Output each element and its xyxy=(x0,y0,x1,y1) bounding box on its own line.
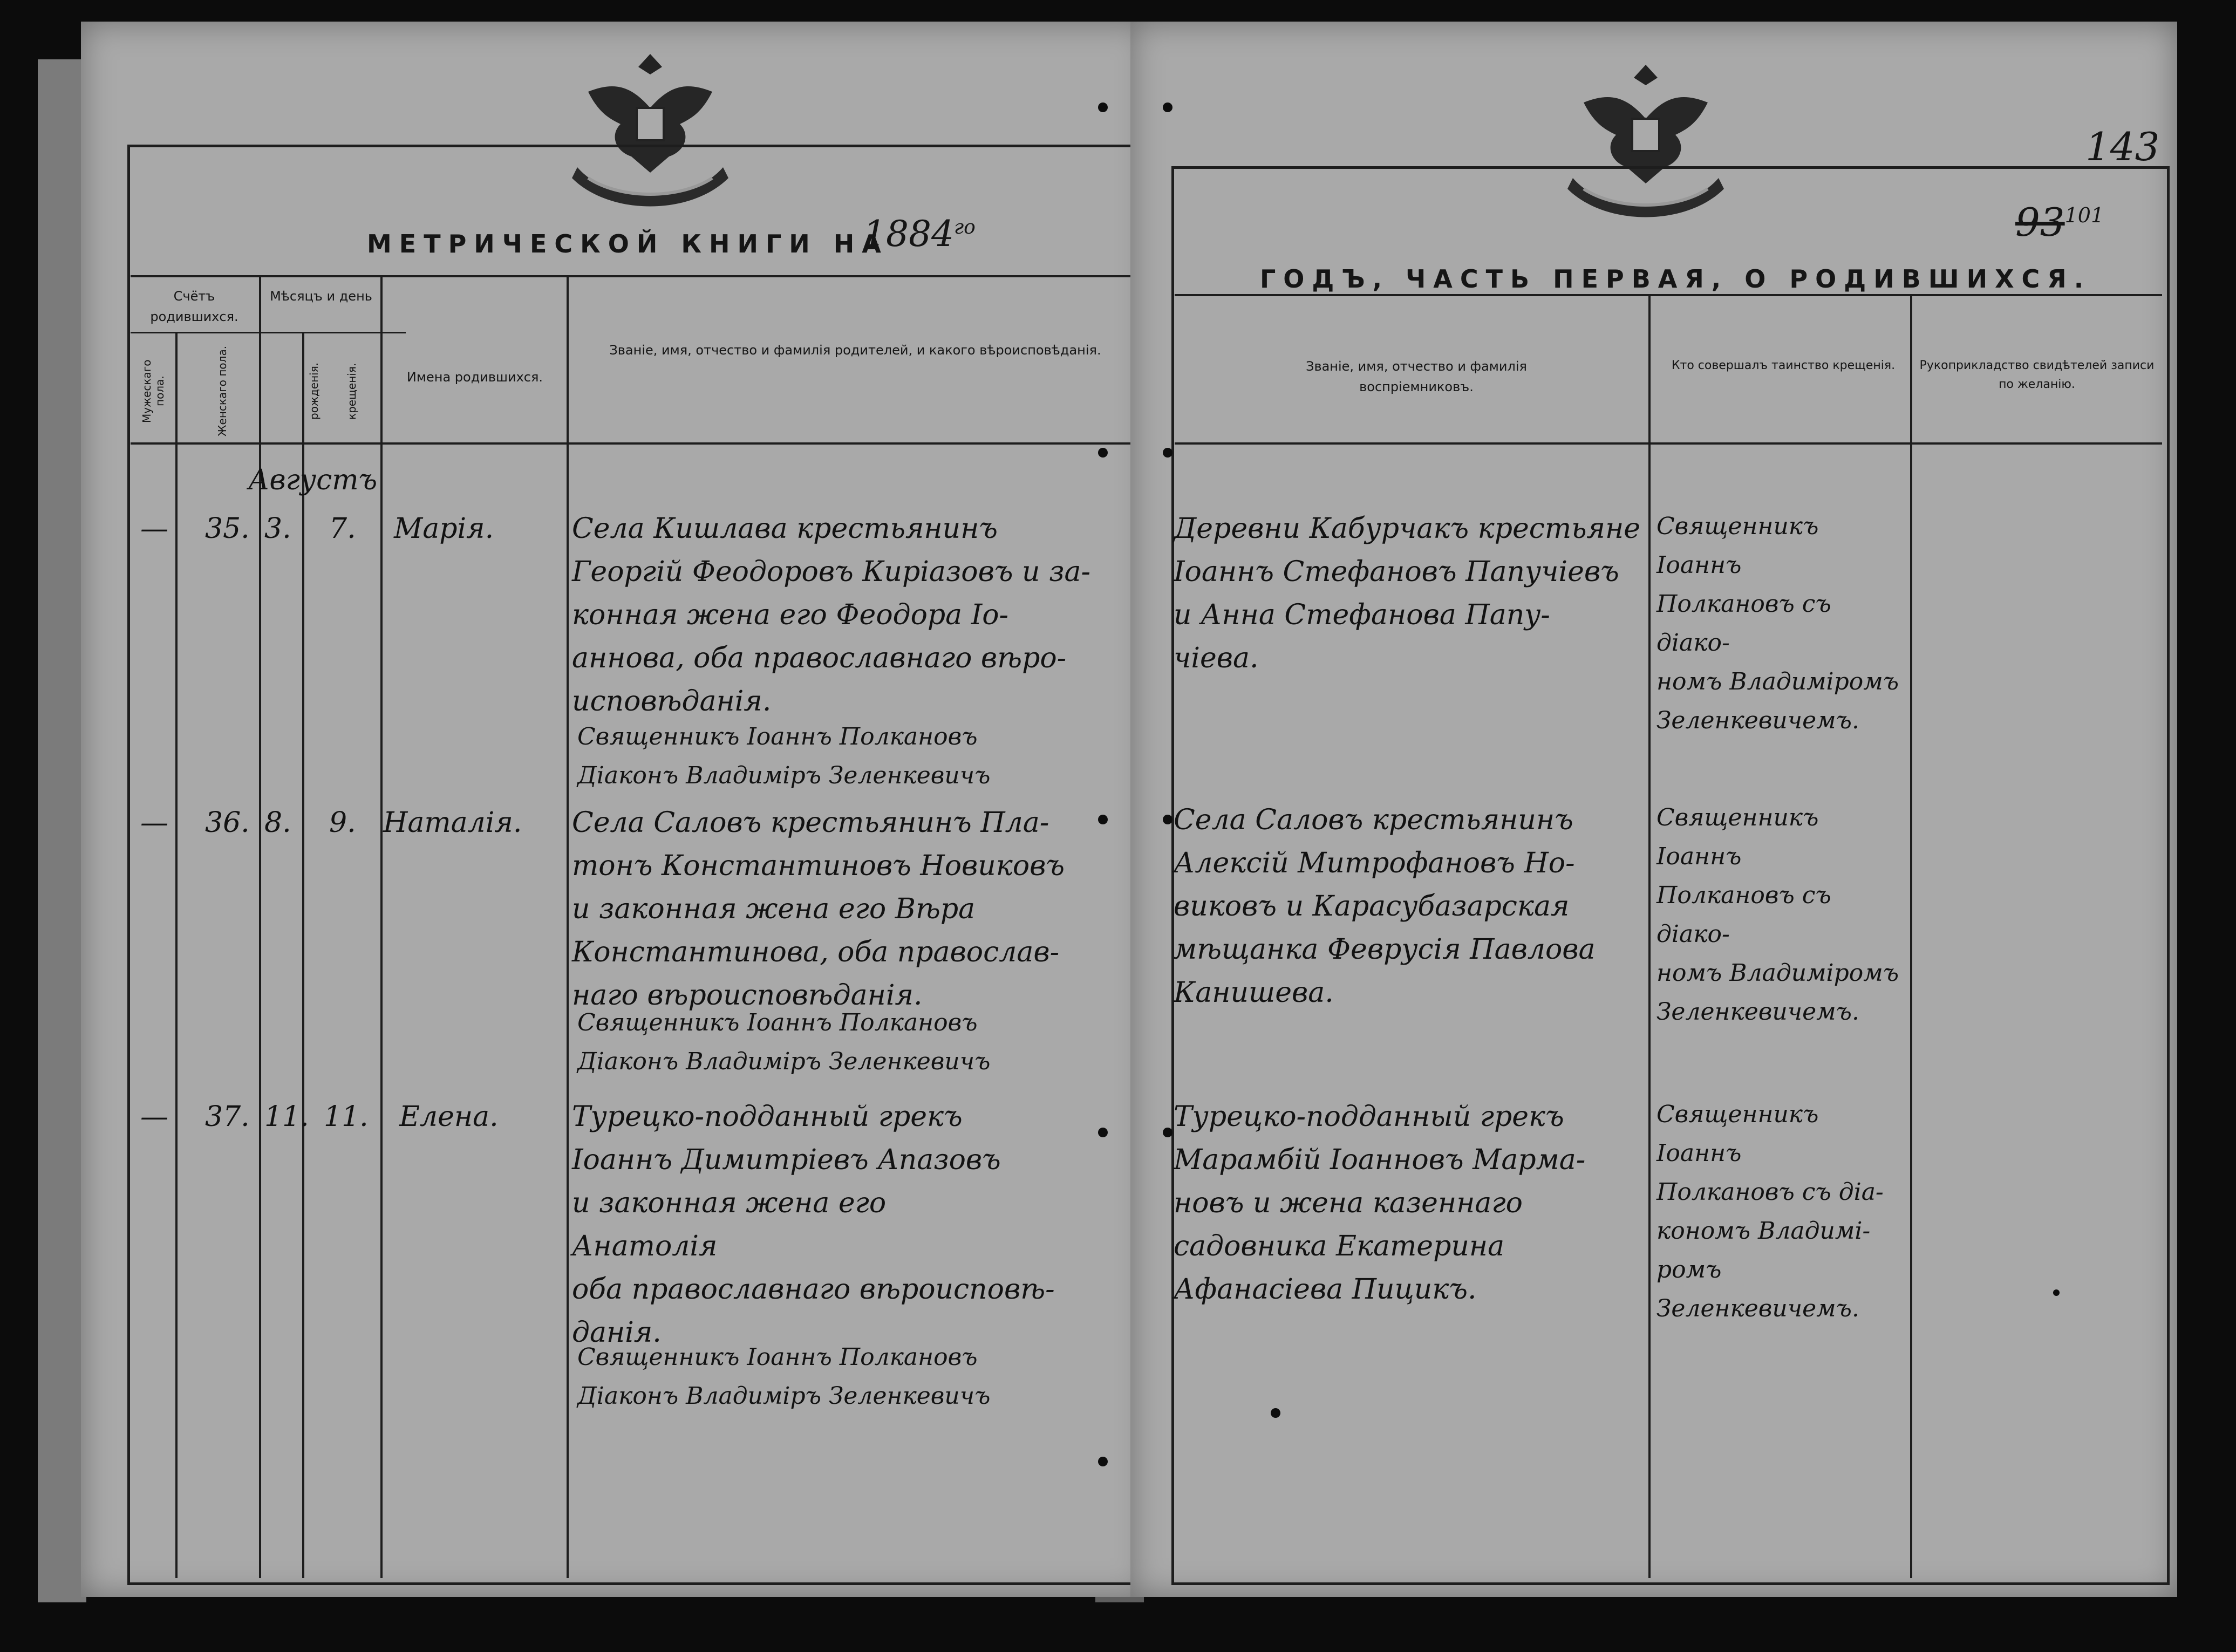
entry-birth-day: 3. xyxy=(264,513,291,545)
right-header-title: ГОДЪ, ЧАСТЬ ПЕРВАЯ, О РОДИВШИХСЯ. xyxy=(1260,264,2091,293)
col-header-priest: Кто совершалъ таинство крещенія. xyxy=(1671,359,1896,372)
entry-clergy-signatures: Священникъ Іоаннъ Полкановъ Діаконъ Владиміръ Зеленкевичъ xyxy=(577,723,991,789)
entry-baptism-day: 7. xyxy=(329,513,356,545)
left-page xyxy=(81,22,1149,1597)
col-header-parents: Званіе, имя, отчество и фамилія родителей, и какого вѣроисповѣданія. xyxy=(609,343,1101,358)
entry-child-name: Марія. xyxy=(394,513,494,545)
entry-child-name: Наталія. xyxy=(383,807,522,839)
header-year: $1884^{го}$ xyxy=(863,213,976,255)
entry-male-count: — xyxy=(140,807,168,839)
binding-hole xyxy=(1098,1128,1108,1137)
col-header-month-day: Мѣсяцъ и день xyxy=(270,289,372,304)
col-header-count: Счётъ родившихся. xyxy=(150,289,238,325)
entry-parents: Турецко-подданный грекъ Іоаннъ Димитріевъ Апазовъ и законная жена его Анатолія оба православнаго вѣроисповѣ- данія. xyxy=(572,1101,1055,1349)
col-header-godparents: Званіе, имя, отчество и фамилія воспріемниковъ. xyxy=(1306,359,1527,395)
col-header-signatures: Рукоприкладство свидѣтелей записи по желанію. xyxy=(1919,359,2155,392)
col-header-baptism: крещенія. xyxy=(345,363,358,420)
entry-priest: Священникъ Іоаннъ Полкановъ съ діако- номъ Владиміромъ Зеленкевичемъ. xyxy=(1656,804,1899,1026)
col-divider xyxy=(1648,294,1651,1578)
entry-parents: Села Саловъ крестьянинъ Пла- тонъ Константиновъ Новиковъ и законная жена его Вѣра Константинова, оба православ- наго вѣроисповѣданія. xyxy=(572,807,1065,1012)
binding-hole xyxy=(1271,1408,1280,1418)
entry-godparents: Турецко-подданный грекъ Марамбій Іоанновъ Марма- новъ и жена казеннаго садовника Екатерина Афанасіева Пицикъ. xyxy=(1174,1101,1586,1306)
binding-hole xyxy=(1098,815,1108,824)
entry-clergy-signatures: Священникъ Іоаннъ Полкановъ Діаконъ Владиміръ Зеленкевичъ xyxy=(577,1343,991,1410)
right-page xyxy=(1130,22,2177,1597)
entry-priest: Священникъ Іоаннъ Полкановъ съ діа- кономъ Владимі- ромъ Зеленкевичемъ. xyxy=(1656,1101,1884,1322)
column-header-bottom-rule xyxy=(131,442,1140,445)
entry-male-count: — xyxy=(140,1101,168,1133)
col-divider xyxy=(175,332,178,1578)
header-rule xyxy=(1175,294,2162,296)
binding-hole xyxy=(1098,103,1108,112)
entry-godparents: Села Саловъ крестьянинъ Алексій Митрофановъ Но- виковъ и Карасубазарская мѣщанка Феврусія Павлова Канишева. xyxy=(1174,804,1596,1009)
entry-male-count: — xyxy=(140,513,168,545)
left-header-title: МЕТРИЧЕСКОЙ КНИГИ НА xyxy=(367,229,889,258)
page-number: 143 xyxy=(2085,124,2160,169)
col-header-female: Женскаго пола. xyxy=(216,345,229,437)
binding-hole xyxy=(1163,103,1172,112)
entry-child-name: Елена. xyxy=(399,1101,499,1133)
month-label: Августъ xyxy=(248,464,378,496)
col-header-birth: рожденія. xyxy=(308,362,321,420)
entry-female-count: 35. xyxy=(205,513,250,545)
col-header-names: Имена родившихся. xyxy=(406,370,543,385)
binding-hole xyxy=(1163,815,1172,824)
binding-hole xyxy=(1098,1457,1108,1466)
binding-hole xyxy=(1098,448,1108,458)
entry-priest: Священникъ Іоаннъ Полкановъ съ діако- номъ Владиміромъ Зеленкевичемъ. xyxy=(1656,513,1899,734)
col-header-male: Мужескаго пола. xyxy=(140,359,166,423)
binding-hole xyxy=(1163,1128,1172,1137)
entry-female-count: 36. xyxy=(205,807,250,839)
entry-baptism-day: 9. xyxy=(329,807,356,839)
page-stack-edge xyxy=(38,59,86,1602)
entry-female-count: 37. xyxy=(205,1101,250,1133)
column-header-inner-rule xyxy=(131,332,406,333)
entry-clergy-signatures: Священникъ Іоаннъ Полкановъ Діаконъ Владиміръ Зеленкевичъ xyxy=(577,1009,991,1075)
col-divider xyxy=(567,275,569,1578)
entry-birth-day: 8. xyxy=(264,807,291,839)
header-rule xyxy=(131,275,1140,277)
binding-hole xyxy=(1163,448,1172,458)
entry-baptism-day: 11. xyxy=(324,1101,369,1133)
column-header-bottom-rule xyxy=(1175,442,2162,445)
entry-birth-day: 11. xyxy=(264,1101,309,1133)
stamped-page-number: $93^{101}$ xyxy=(2015,200,2104,245)
entry-parents: Села Кишлава крестьянинъ Георгій Феодоровъ Киріазовъ и за- конная жена его Феодора Іо- аннова, оба православнаго вѣро- исповѣданія. xyxy=(572,513,1091,718)
col-divider xyxy=(302,332,304,1578)
col-divider xyxy=(1910,294,1912,1578)
entry-godparents: Деревни Кабурчакъ крестьяне Іоаннъ Стефановъ Папучіевъ и Анна Стефанова Папу- чіева. xyxy=(1174,513,1640,674)
col-divider xyxy=(380,275,383,1578)
binding-hole xyxy=(2053,1289,2060,1296)
